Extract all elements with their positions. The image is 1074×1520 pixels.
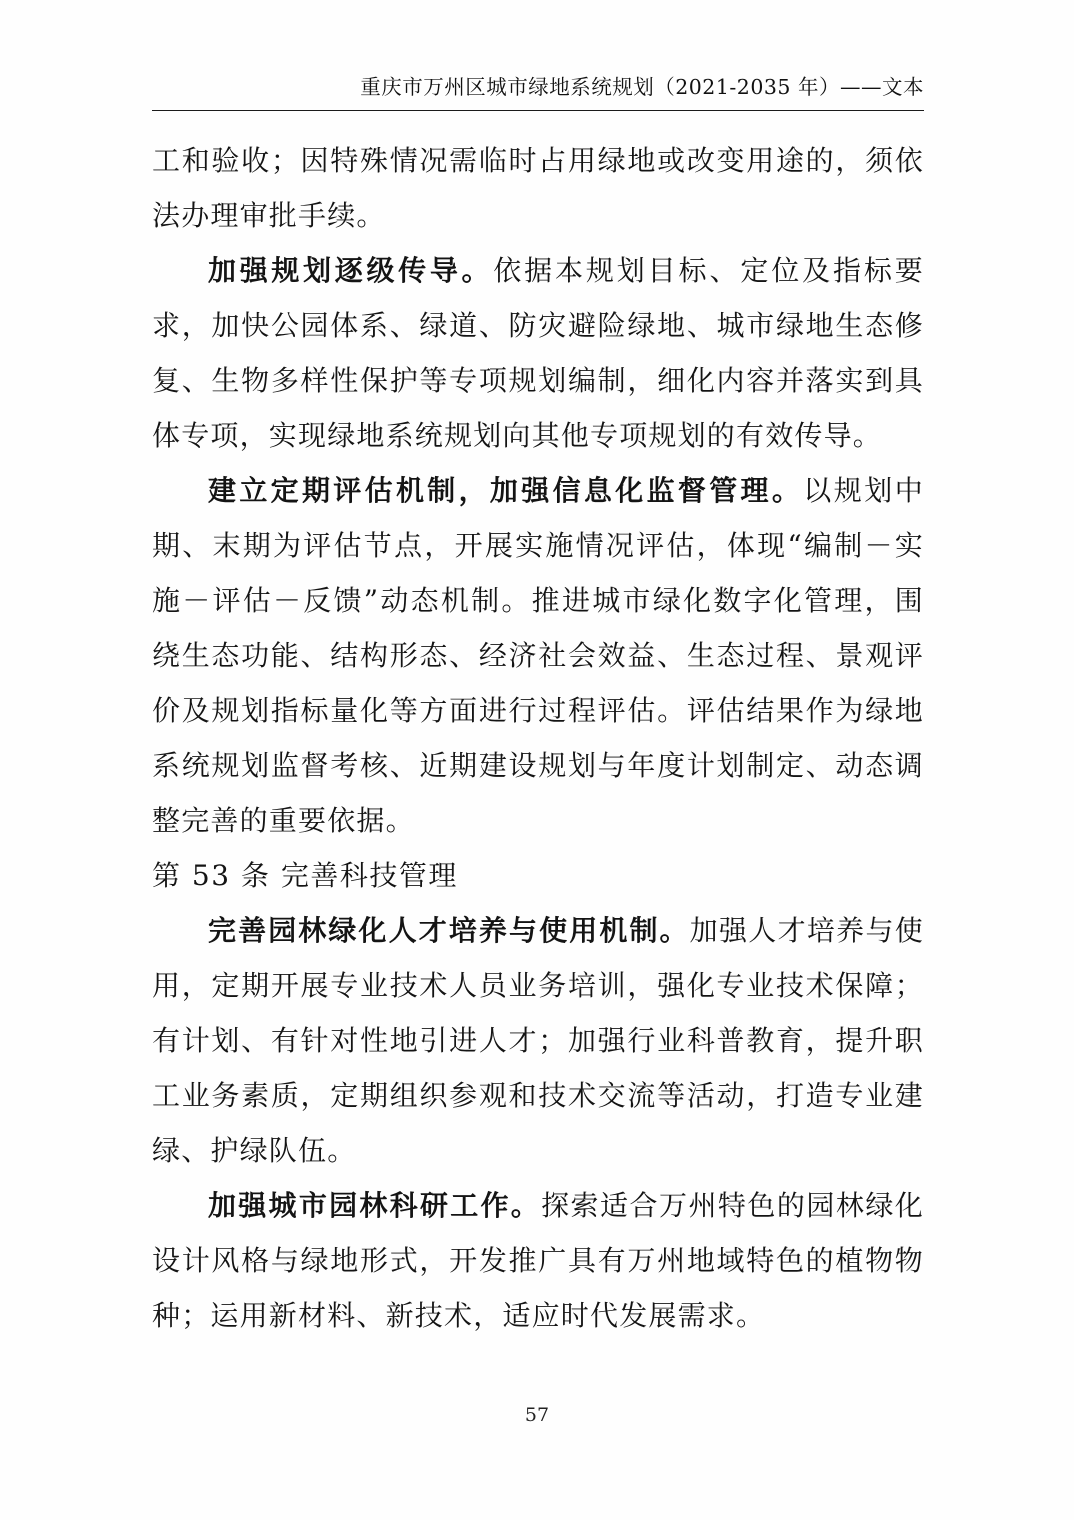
page-content	[152, 70, 924, 1343]
clause-heading-53: 第 53 条 完善科技管理	[152, 859, 458, 892]
paragraph-body-evaluation-mechanism: 以规划中期、末期为评估节点，开展实施情况评估，体现“编制－实施－评估－反馈”动态机制。推进城市绿化数字化管理，围绕生态功能、结构形态、经济社会效益、生态过程、景观评价及规划指标量化等方面进行过程评估。评估结果作为绿地系统规划监督考核、近期建设规划与年度计划制定、动态调整完善的重要依据。	[152, 474, 924, 837]
running-header: 重庆市万州区城市绿地系统规划（2021-2035 年）——文本	[360, 75, 924, 99]
paragraph-continued: 工和验收；因特殊情况需临时占用绿地或改变用途的，须依法办理审批手续。	[152, 144, 924, 232]
paragraph-lead-evaluation-mechanism: 建立定期评估机制，加强信息化监督管理。	[208, 474, 804, 507]
page-number: 57	[524, 1404, 550, 1426]
paragraph-research-work	[152, 1178, 924, 1343]
paragraph-lead-talent-mechanism: 完善园林绿化人才培养与使用机制。	[208, 914, 690, 947]
header-divider	[152, 110, 924, 111]
paragraph-body-research-work: 探索适合万州特色的园林绿化设计风格与绿地形式，开发推广具有万州地域特色的植物物种；运用新材料、新技术，适应时代发展需求。	[152, 1189, 924, 1332]
paragraph-planning-transmission	[152, 243, 924, 463]
paragraph-evaluation-mechanism	[152, 463, 924, 848]
paragraph-body-talent-mechanism: 加强人才培养与使用，定期开展专业技术人员业务培训，强化专业技术保障；有计划、有针对性地引进人才；加强行业科普教育，提升职工业务素质，定期组织参观和技术交流等活动，打造专业建绿、护绿队伍。	[152, 914, 924, 1167]
paragraph-talent-mechanism	[152, 903, 924, 1178]
paragraph-lead-planning-transmission: 加强规划逐级传导。	[208, 254, 494, 287]
paragraph-lead-research-work: 加强城市园林科研工作。	[208, 1189, 542, 1222]
paragraph-body-planning-transmission: 依据本规划目标、定位及指标要求，加快公园体系、绿道、防灾避险绿地、城市绿地生态修复、生物多样性保护等专项规划编制，细化内容并落实到具体专项，实现绿地系统规划向其他专项规划的有效传导。	[152, 254, 924, 452]
